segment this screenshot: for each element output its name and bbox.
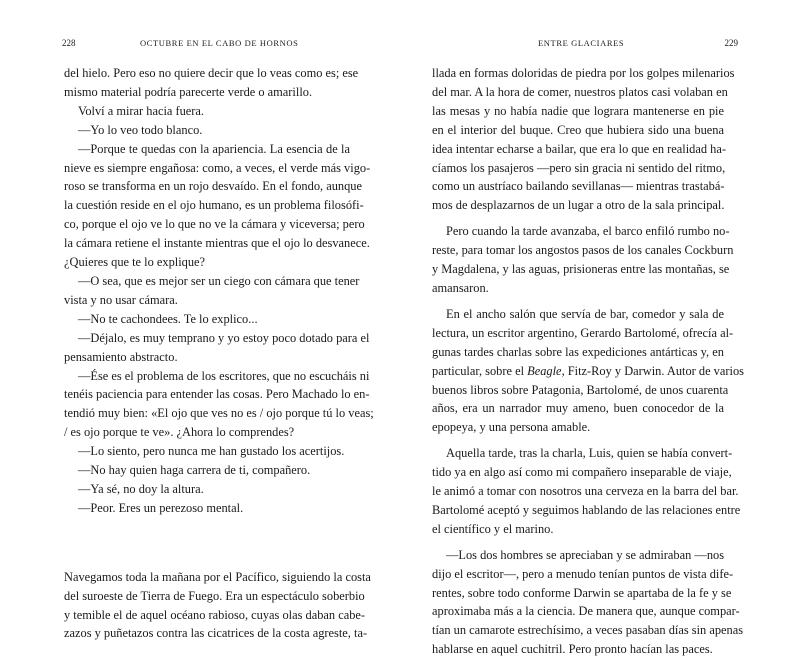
text-line: nieve es siempre engañosa: como, a veces, el verde más vigo- bbox=[64, 160, 371, 175]
text-line: —No hay quien haga carrera de ti, compañero. bbox=[78, 463, 311, 478]
left-page bbox=[0, 0, 400, 641]
text-line: cíamos los pasajeros —pero sin gracia ni sentido del ritmo, bbox=[432, 160, 726, 175]
ship-name-italic: Beagle bbox=[527, 363, 562, 378]
text-line: gunas tardes charlas sobre las expediciones antárticas y, en bbox=[432, 344, 724, 359]
text-line: —Ya sé, no doy la altura. bbox=[78, 481, 204, 496]
text-line: Aquella tarde, tras la charla, Luis, quien se había convert- bbox=[446, 446, 733, 461]
page-number-left: 228 bbox=[62, 38, 76, 48]
text-fragment: , Fitz-Roy y Darwin. Autor de varios bbox=[561, 363, 744, 378]
text-line: Bartolomé aceptó y seguimos hablando de las relaciones entre bbox=[432, 502, 741, 517]
text-line: mismo material podría parecerte verde o amarillo. bbox=[64, 84, 313, 99]
section-break bbox=[64, 518, 350, 568]
text-line: la cámara retiene el instante mientras que el ojo lo desvanece. bbox=[64, 236, 370, 251]
text-line: —Lo siento, pero nunca me han gustado los acertijos. bbox=[78, 444, 345, 459]
text-line: en el interior del buque. Creo que hubiera sido una buena bbox=[432, 122, 724, 137]
page-number-right: 229 bbox=[724, 38, 738, 48]
text-line: pensamiento abstracto. bbox=[64, 349, 178, 364]
text-line: tendió muy bien: «El ojo que ves no es / ojo porque tú lo veas; bbox=[64, 406, 374, 421]
text-line: y temible el de aquel océano rabioso, cuyas olas daban cabe- bbox=[64, 607, 366, 622]
text-line: rentes, sobre todo conforme Darwin se apartaba de la fe y se bbox=[432, 585, 732, 600]
text-line: hablarse en aquel cuchitril. Pero pronto hacían las paces. bbox=[432, 642, 713, 657]
text-line: tido ya en algo así como mi compañero inseparable de viaje, bbox=[432, 465, 732, 480]
text-line: En el ancho salón que servía de bar, comedor y sala de bbox=[446, 306, 724, 321]
text-line: la cuestión reside en el ojo humano, es un problema filosófi- bbox=[64, 198, 364, 213]
text-line: del mar. A la hora de comer, nuestros platos casi volaban en bbox=[432, 84, 728, 99]
text-line: Navegamos toda la mañana por el Pacífico, siguiendo la costa bbox=[64, 569, 371, 584]
text-line: buenos libros sobre Patagonia, Bartolomé, de unos cuarenta bbox=[432, 382, 729, 397]
text-line: amansaron. bbox=[432, 280, 489, 295]
paragraph-gap bbox=[432, 215, 724, 222]
text-line: —Déjalo, es muy temprano y yo estoy poco dotado para el bbox=[78, 330, 370, 345]
running-head-right: ENTRE GLACIARES bbox=[538, 38, 625, 48]
text-line: aproximaba más a la ciencia. De manera que, aunque compar- bbox=[432, 604, 740, 619]
text-line: epopeya, y una persona amable. bbox=[432, 420, 591, 435]
text-line: años, era un narrador muy ameno, buen conocedor de la bbox=[432, 401, 724, 416]
running-head-left: OCTUBRE EN EL CABO DE HORNOS bbox=[140, 38, 299, 48]
text-line: tían un camarote estrechísimo, a veces pasaban días sin apenas bbox=[432, 623, 744, 638]
paragraph-gap bbox=[432, 539, 724, 546]
text-line: —No te cachondees. Te lo explico... bbox=[78, 311, 258, 326]
text-line: lectura, un escritor argentino, Gerardo Bartolomé, ofrecía al- bbox=[432, 325, 734, 340]
text-line: vista y no usar cámara. bbox=[64, 292, 178, 307]
left-page-body bbox=[64, 64, 374, 643]
right-page-body bbox=[432, 64, 744, 659]
text-line bbox=[432, 362, 744, 381]
text-line: roso se transforma en un rojo desvaído. En el fondo, aunque bbox=[64, 179, 362, 194]
text-line: del suroeste de Tierra de Fuego. Era un espectáculo soberbio bbox=[64, 588, 365, 603]
paragraph-gap bbox=[432, 437, 724, 444]
text-line: las mesas y no había nadie que lograra mantenerse en pie bbox=[432, 103, 724, 118]
text-line: —Los dos hombres se apreciaban y se admiraban —nos bbox=[446, 547, 725, 562]
text-line: y Magdalena, y las aguas, prisioneras entre las montañas, se bbox=[432, 262, 730, 277]
text-line: —Porque te quedas con la apariencia. La esencia de la bbox=[78, 141, 350, 156]
text-line: Volví a mirar hacia fuera. bbox=[78, 103, 205, 118]
text-line: del hielo. Pero eso no quiere decir que lo veas como es; ese bbox=[64, 66, 359, 80]
text-line: dijo el escritor—, pero a menudo tenían puntos de vista dife- bbox=[432, 566, 734, 581]
text-line: tenéis paciencia para entender las cosas. Pero Machado lo en- bbox=[64, 387, 370, 402]
text-line: ¿Quieres que te lo explique? bbox=[64, 255, 206, 270]
text-line: —Yo lo veo todo blanco. bbox=[78, 122, 203, 137]
text-line: el científico y el marino. bbox=[432, 521, 554, 536]
text-line: / es ojo porque te ve». ¿Ahora lo comprendes? bbox=[64, 425, 295, 440]
right-page bbox=[400, 0, 800, 657]
text-fragment: particular, sobre el bbox=[432, 363, 528, 378]
text-line: le animó a tomar con nosotros una cerveza en la barra del bar. bbox=[432, 484, 739, 499]
text-line: —O sea, que es mejor ser un ciego con cámara que tener bbox=[78, 273, 360, 288]
text-line: —Peor. Eres un perezoso mental. bbox=[78, 500, 244, 515]
text-line: mos de desplazarnos de un lugar a otro de la sala principal. bbox=[432, 198, 725, 213]
text-line: co, porque el ojo ve lo que no ve la cámara y viceversa; pero bbox=[64, 217, 365, 232]
text-line: Pero cuando la tarde avanzaba, el barco enfiló rumbo no- bbox=[446, 224, 730, 239]
paragraph-gap bbox=[432, 298, 724, 305]
text-line: como un austríaco bailando sevillanas— mientras trastabá- bbox=[432, 179, 725, 194]
text-line: idea intentar echarse a bailar, que era lo que en realidad ha- bbox=[432, 141, 726, 156]
text-line: zazos y puñetazos contra las cicatrices de la costa agreste, ta- bbox=[64, 626, 368, 641]
text-line: llada en formas doloridas de piedra por los golpes milenarios bbox=[432, 66, 735, 80]
text-line: —Ése es el problema de los escritores, que no escucháis ni bbox=[78, 368, 370, 383]
text-line: reste, para tomar los angostos pasos de los canales Cockburn bbox=[432, 243, 734, 258]
